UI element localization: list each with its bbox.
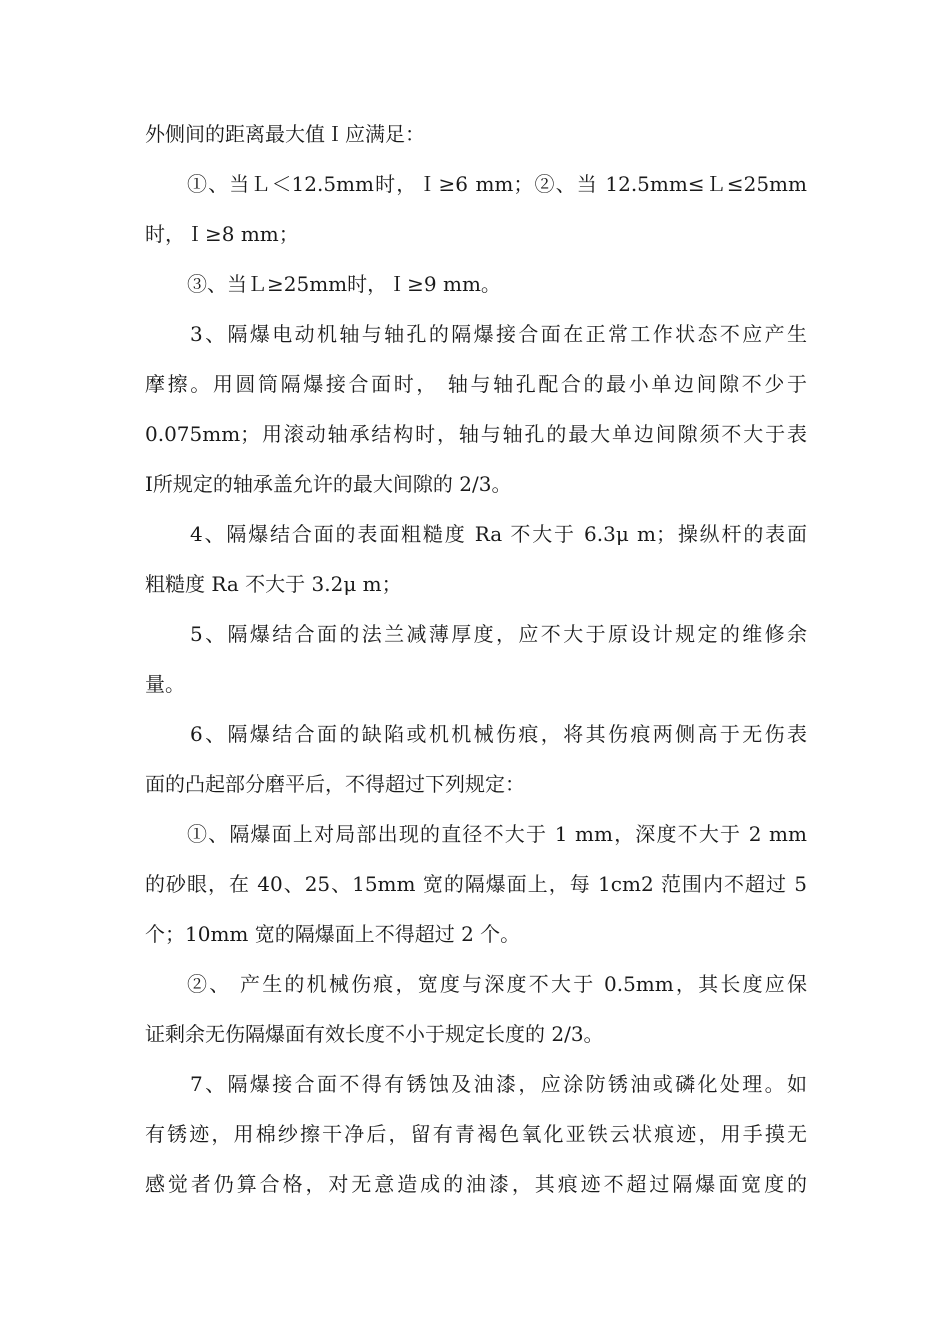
text-line-2: ①、当Ｌ＜12.5mm时，Ｉ≥6 mm；②、当 12.5mm≤Ｌ≤25mm [187, 172, 807, 196]
text-line-10: 粗糙度 Ra 不大于 3.2μ m； [145, 572, 402, 596]
text-line-20: 7、隔爆接合面不得有锈蚀及油漆，应涂防锈油或磷化处理。如 [190, 1072, 807, 1096]
text-line-14: 面的凸起部分磨平后，不得超过下列规定： [145, 772, 525, 796]
text-line-3: 时，Ｉ≥8 mm； [145, 222, 299, 246]
text-line-8: Ⅰ所规定的轴承盖允许的最大间隙的 2/3。 [145, 472, 512, 496]
text-line-9: 4、隔爆结合面的表面粗糙度 Ra 不大于 6.3μ m；操纵杆的表面 [190, 522, 807, 546]
text-line-4: ③、当Ｌ≥25mm时，Ｉ≥9 mm。 [187, 272, 501, 296]
text-line-18: ②、 产生的机械伤痕，宽度与深度不大于 0.5mm，其长度应保 [187, 972, 807, 996]
text-line-5: 3、隔爆电动机轴与轴孔的隔爆接合面在正常工作状态不应产生 [190, 322, 807, 346]
text-line-12: 量。 [145, 672, 185, 696]
text-line-1: 外侧间的距离最大值Ｉ应满足： [145, 122, 425, 146]
text-line-17: 个；10mm 宽的隔爆面上不得超过 2 个。 [145, 922, 521, 946]
text-line-7: 0.075mm；用滚动轴承结构时，轴与轴孔的最大单边间隙须不大于表 [145, 422, 807, 446]
text-line-16: 的砂眼，在 40、25、15mm 宽的隔爆面上，每 1cm2 范围内不超过 5 [145, 872, 807, 896]
text-line-15: ①、隔爆面上对局部出现的直径不大于 1 mm，深度不大于 2 mm [187, 822, 807, 846]
text-line-6: 摩擦。用圆筒隔爆接合面时， 轴与轴孔配合的最小单边间隙不少于 [145, 372, 807, 396]
text-line-21: 有锈迹，用棉纱擦干净后，留有青褐色氧化亚铁云状痕迹，用手摸无 [145, 1122, 807, 1146]
text-line-13: 6、隔爆结合面的缺陷或机机械伤痕，将其伤痕两侧高于无伤表 [190, 722, 807, 746]
text-line-19: 证剩余无伤隔爆面有效长度不小于规定长度的 2/3。 [145, 1022, 604, 1046]
text-line-11: 5、隔爆结合面的法兰减薄厚度，应不大于原设计规定的维修余 [190, 622, 807, 646]
text-line-22: 感觉者仍算合格，对无意造成的油漆，其痕迹不超过隔爆面宽度的 [145, 1172, 807, 1196]
